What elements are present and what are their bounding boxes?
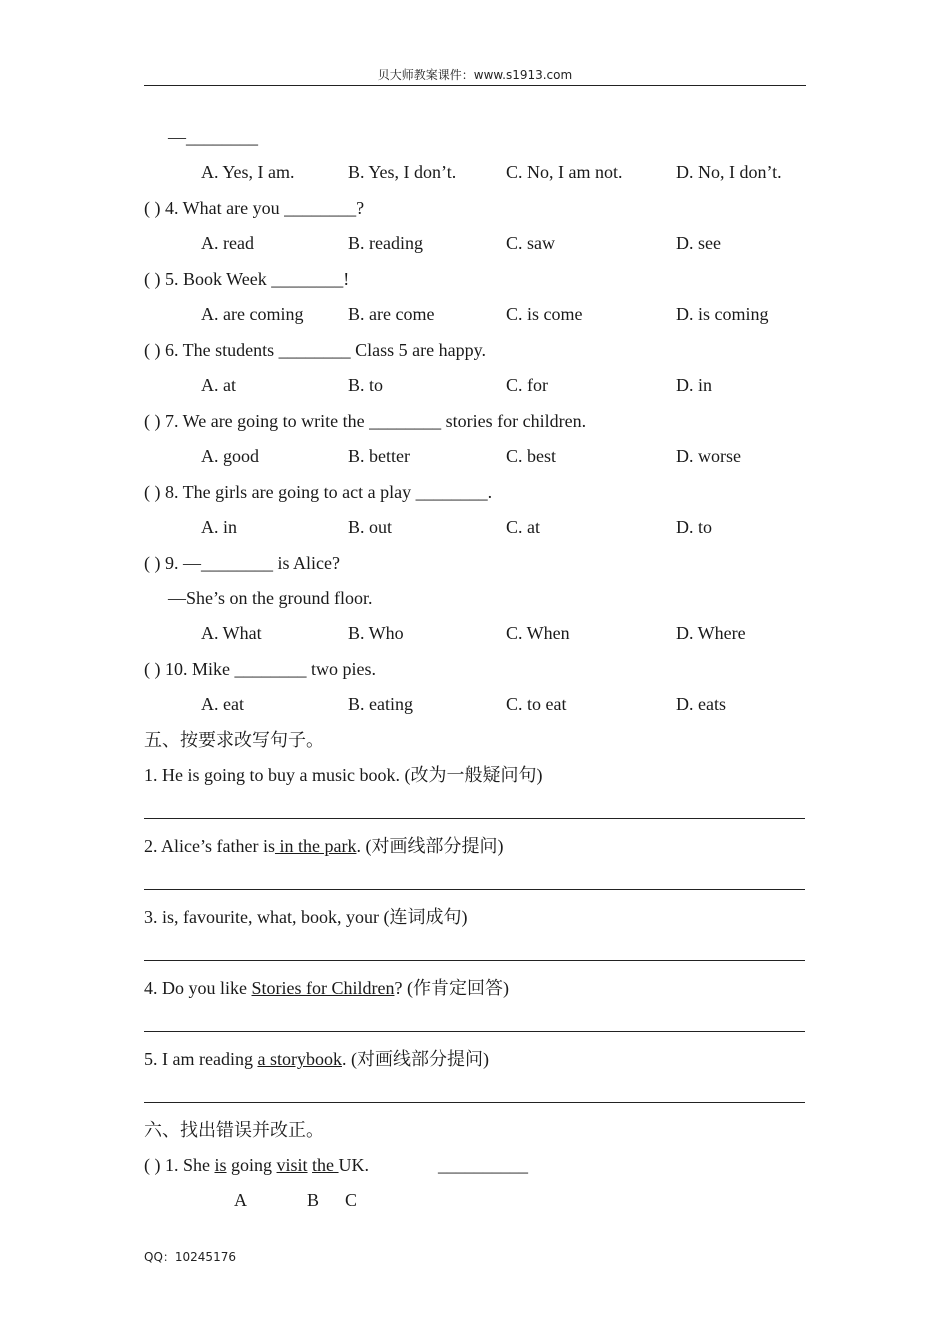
rewrite-item [144,977,509,999]
error-item [144,1154,369,1176]
answer-line: —________ [168,127,258,147]
error-part-b: visit [276,1155,308,1175]
question-stem: ( ) 6. The students ________ Class 5 are happy. [144,340,486,360]
answer-line [144,818,805,819]
option-c: C. saw [506,233,555,253]
option-b: B. are come [348,304,435,324]
option-a: A. good [201,446,259,466]
rewrite-item [144,835,503,857]
item-text: going [226,1155,277,1175]
option-d: D. worse [676,446,741,466]
item-text: 4. Do you like [144,978,252,998]
option-a: A. eat [201,694,244,714]
answer-line [144,960,805,961]
item-text: 1. He is going to buy a music book. (改为一般疑问句) [144,765,543,785]
question-stem: ( ) 4. What are you ________? [144,198,365,218]
option-a: A. in [201,517,237,537]
option-c: C. is come [506,304,583,324]
option-c: C. at [506,517,540,537]
section-title: 五、按要求改写句子。 [144,730,324,750]
label-c: C [345,1190,358,1210]
option-c: C. No, I am not. [506,162,623,182]
option-d: D. Where [676,623,746,643]
item-text: 5. I am reading [144,1049,258,1069]
error-part-c: the [312,1155,339,1175]
underlined-phrase: a storybook [257,1049,342,1069]
option-a: A. What [201,623,262,643]
option-a: A. Yes, I am. [201,162,295,182]
question-stem: ( ) 5. Book Week ________! [144,269,350,289]
item-text: ( ) 1. She [144,1155,215,1175]
question-stem: ( ) 10. Mike ________ two pies. [144,659,376,679]
correction-blank: __________ [438,1155,528,1175]
question-stem: ( ) 7. We are going to write the ________ stories for children. [144,411,587,431]
option-b: B. Who [348,623,404,643]
question-reply: —She’s on the ground floor. [168,588,373,608]
item-instruction: . (对画线部分提问) [341,1049,489,1069]
option-b: B. out [348,517,393,537]
option-d: D. to [676,517,712,537]
question-stem: ( ) 8. The girls are going to act a play ________. [144,482,493,502]
option-d: D. in [676,375,712,395]
option-a: A. at [201,375,236,395]
underlined-phrase: Stories for Children [251,978,395,998]
page-header: 贝大师教案课件：www.s1913.com [377,68,573,82]
option-d: D. No, I don’t. [676,162,782,182]
answer-line [144,889,805,890]
answer-line [144,1102,805,1103]
error-part-a: is [214,1155,227,1175]
option-b: B. eating [348,694,413,714]
item-instruction: . (对画线部分提问) [356,836,504,856]
header-rule [144,85,806,86]
item-text: UK. [338,1155,370,1175]
option-d: D. see [676,233,721,253]
rewrite-item [144,906,467,928]
answer-line [144,1031,805,1032]
label-b: B [307,1190,320,1210]
option-b: B. to [348,375,384,395]
option-a: A. read [201,233,254,253]
label-a: A [234,1190,247,1210]
option-b: B. Yes, I don’t. [348,162,457,182]
option-b: B. reading [348,233,423,253]
option-c: C. to eat [506,694,567,714]
question-stem: ( ) 9. —________ is Alice? [144,553,340,573]
option-b: B. better [348,446,410,466]
underlined-phrase: in the park [274,836,357,856]
item-text: 3. is, favourite, what, book, your (连词成句) [144,907,468,927]
option-d: D. eats [676,694,726,714]
rewrite-item [144,764,542,786]
item-instruction: ? (作肯定回答) [394,978,509,998]
rewrite-item [144,1048,489,1070]
option-a: A. are coming [201,304,304,324]
option-c: C. When [506,623,570,643]
option-d: D. is coming [676,304,769,324]
item-text: 2. Alice’s father is [144,836,275,856]
page-footer: QQ：10245176 [144,1250,236,1264]
option-c: C. for [506,375,548,395]
section-title: 六、找出错误并改正。 [144,1120,324,1140]
option-c: C. best [506,446,557,466]
